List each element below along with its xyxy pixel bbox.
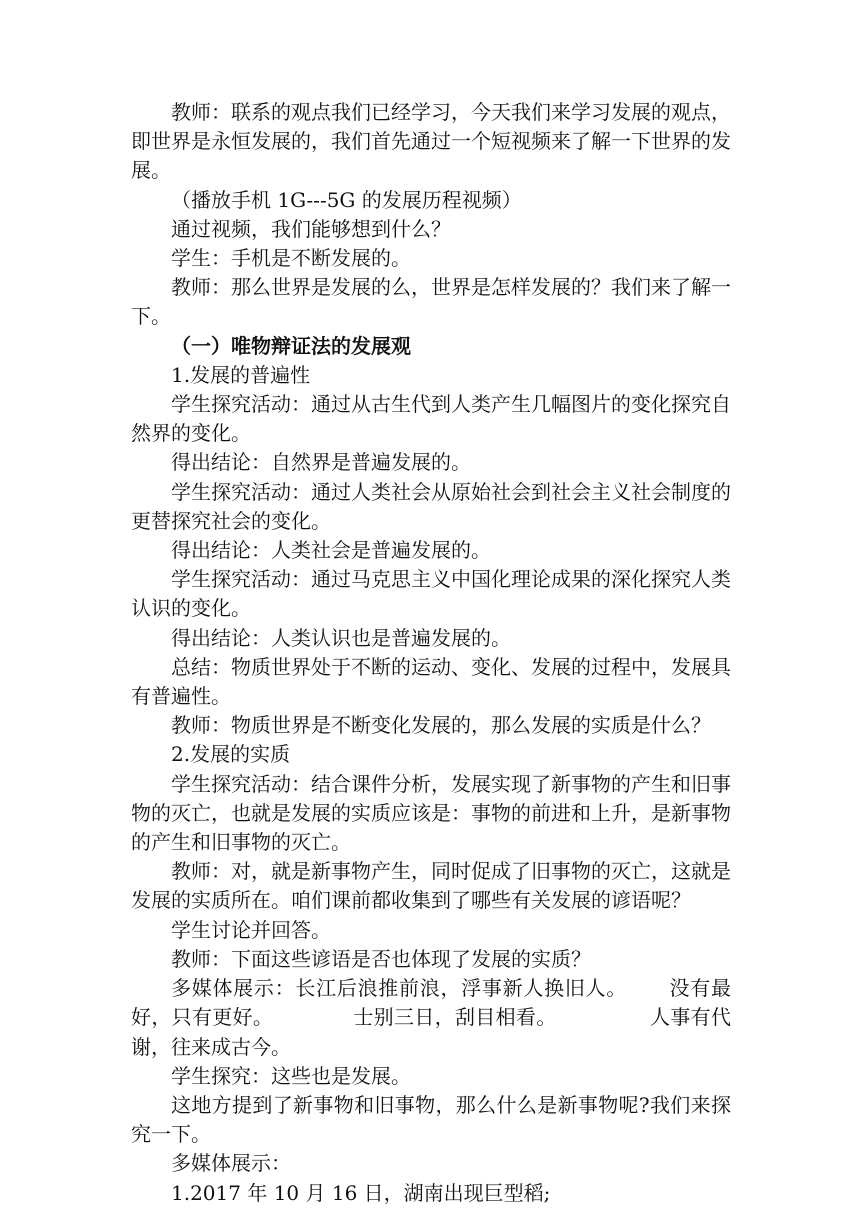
- section-heading: （一）唯物辩证法的发展观: [171, 333, 411, 358]
- paragraph: 教师：物质世界是不断变化发展的，那么发展的实质是什么？: [171, 713, 711, 738]
- paragraph: 学生探究：这些也是发展。: [171, 1063, 411, 1088]
- paragraph: 得出结论：自然界是普遍发展的。: [171, 450, 471, 475]
- paragraph: 学生探究活动：通过人类社会从原始社会到社会主义社会制度的更替探究社会的变化。: [131, 479, 731, 533]
- paragraph: 教师：那么世界是发展的么，世界是怎样发展的？我们来了解一下。: [131, 275, 731, 329]
- paragraph: （播放手机 1G---5G 的发展历程视频）: [171, 187, 522, 212]
- paragraph: 学生探究活动：结合课件分析，发展实现了新事物的产生和旧事物的灭亡，也就是发展的实质应该是：事物的前进和上升，是新事物的产生和旧事物的灭亡。: [131, 771, 731, 855]
- paragraph: 学生探究活动：通过从古生代到人类产生几幅图片的变化探究自然界的变化。: [131, 392, 731, 446]
- paragraph: 总结：物质世界处于不断的运动、变化、发展的过程中，发展具有普遍性。: [131, 654, 731, 709]
- paragraph: 1.发展的普遍性: [171, 362, 311, 387]
- paragraph: 这地方提到了新事物和旧事物，那么什么是新事物呢?我们来探究一下。: [131, 1092, 731, 1147]
- paragraph: 1.2017 年 10 月 16 日，湖南出现巨型稻;: [171, 1180, 551, 1205]
- paragraph: 得出结论：人类社会是普遍发展的。: [171, 538, 491, 563]
- paragraph: 教师：下面这些谚语是否也体现了发展的实质？: [171, 946, 591, 971]
- paragraph: 多媒体展示：: [171, 1151, 291, 1176]
- paragraph: 学生讨论并回答。: [171, 917, 331, 942]
- paragraph: 得出结论：人类认识也是普遍发展的。: [171, 625, 511, 650]
- paragraph: 2.发展的实质: [171, 742, 291, 767]
- document-page: [131, 98, 731, 1208]
- paragraph: 学生探究活动：通过马克思主义中国化理论成果的深化探究人类认识的变化。: [131, 567, 731, 621]
- paragraph: 通过视频，我们能够想到什么？: [171, 216, 451, 241]
- paragraph: 学生：手机是不断发展的。: [171, 246, 411, 271]
- paragraph: 多媒体展示：长江后浪推前浪，浮事新人换旧人。 没有最好，只有更好。 士别三日，刮目相看。 人事有代谢，往来成古今。: [131, 976, 731, 1059]
- paragraph: 教师：对，就是新事物产生，同时促成了旧事物的灭亡，这就是发展的实质所在。咱们课前都收集到了哪些有关发展的谚语呢？: [131, 859, 731, 913]
- paragraph: 教师：联系的观点我们已经学习，今天我们来学习发展的观点，即世界是永恒发展的，我们首先通过一个短视频来了解一下世界的发展。: [131, 100, 731, 183]
